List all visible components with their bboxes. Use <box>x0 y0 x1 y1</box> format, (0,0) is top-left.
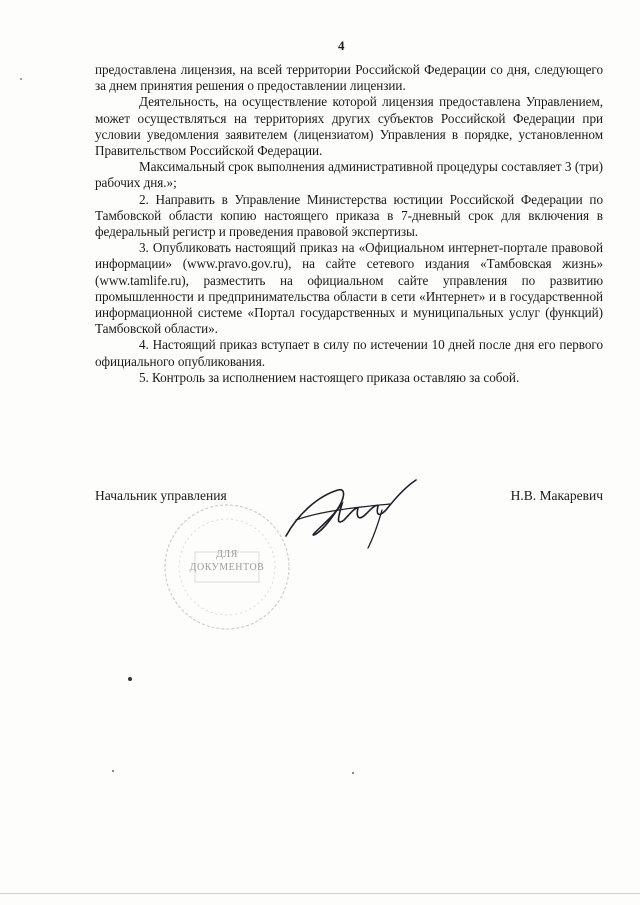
signer-name: Н.В. Макаревич <box>510 488 603 503</box>
paragraph-item-3: 3. Опубликовать настоящий приказ на «Официальном интернет-портале правовой информации» (www.pravo.gov.ru), на сайте сетевого издания «Тамбовская жизнь» (www.tamlife.ru), разместить на официальном сайте управления по развитию промышленности и предпринимательства области в сети «Интернет» и в государственной информационной системе «Портал государственных и муниципальных услуг (функций) Тамбовской области». <box>95 240 603 337</box>
scan-dot <box>352 772 354 774</box>
paragraph-item-2: 2. Направить в Управление Министерства юстиции Российской Федерации по Тамбовской области копию настоящего приказа в 7-дневный срок для включения в федеральный регистр и проведения правовой экспертизы. <box>95 191 603 240</box>
scan-dot <box>20 78 22 80</box>
stamp-line-2: ДОКУМЕНТОВ <box>189 562 265 573</box>
scan-dot <box>112 770 114 772</box>
paragraph-item-4: 4. Настоящий приказ вступает в силу по истечении 10 дней после дня его первого официального опубликования. <box>95 337 603 369</box>
scan-line <box>0 893 640 894</box>
paragraph-activity-territory: Деятельность, на осуществление которой лицензия предоставлена Управлением, может осуществляться на территориях других субъектов Российской Федерации при условии уведомления заявителем (лицензиатом) Управления в порядке, установленном Правительством Российской Федерации. <box>95 94 603 159</box>
paragraph-max-term: Максимальный срок выполнения административной процедуры составляет 3 (три) рабочих дня.»; <box>95 159 603 191</box>
paragraph-continuation: предоставлена лицензия, на всей территории Российской Федерации со дня, следующего за днем принятия решения о предоставлении лицензии. <box>95 62 603 94</box>
stamp-text <box>157 548 297 574</box>
signer-title: Начальник управления <box>95 488 227 503</box>
document-body <box>95 62 603 386</box>
handwritten-signature-icon <box>278 474 428 554</box>
page-number: 4 <box>338 38 345 53</box>
stamp-line-1: ДЛЯ <box>216 549 238 560</box>
scan-dot <box>128 677 132 681</box>
paragraph-item-5: 5. Контроль за исполнением настоящего приказа оставляю за собой. <box>139 369 520 385</box>
